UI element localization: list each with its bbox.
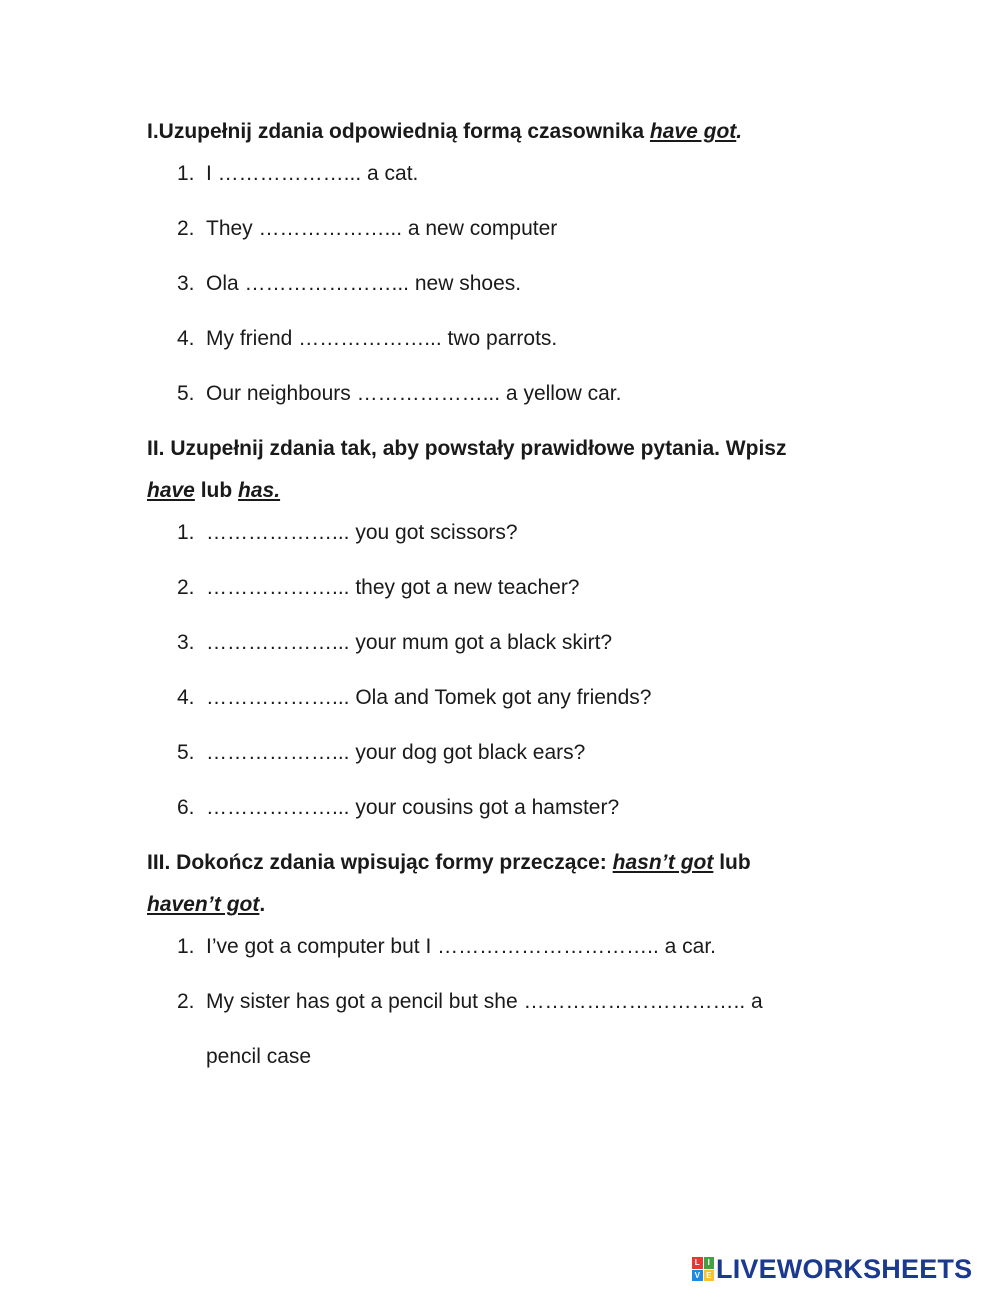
section-1-item — [177, 327, 557, 351]
item-number: 4. — [177, 327, 195, 350]
logo-text: LIVEWORKSHEETS — [716, 1253, 973, 1284]
item-number: 2. — [177, 990, 195, 1013]
item-number: 5. — [177, 382, 195, 405]
section-3-heading-suffix: . — [259, 893, 266, 916]
logo-mark-letter: E — [704, 1270, 715, 1282]
item-text: They ………………... a new computer — [206, 217, 558, 240]
section-3-heading-mid: lub — [713, 851, 751, 874]
logo-mark-letter: L — [692, 1257, 703, 1269]
section-2-item — [177, 686, 651, 710]
liveworksheets-logo — [692, 1254, 972, 1284]
item-number: 2. — [177, 217, 195, 240]
item-text: ………………... Ola and Tomek got any friends? — [206, 686, 652, 709]
section-1-heading — [147, 120, 742, 144]
section-2-item — [177, 741, 585, 765]
item-number: 3. — [177, 272, 195, 295]
item-text: I ………………... a cat. — [206, 162, 419, 185]
section-3-heading-line-1 — [147, 851, 751, 875]
section-1-item — [177, 217, 557, 241]
section-2-heading-mid: lub — [194, 479, 239, 502]
item-number: 5. — [177, 741, 195, 764]
section-1-item — [177, 272, 521, 296]
item-number: 1. — [177, 521, 195, 544]
section-2-item — [177, 576, 580, 600]
section-2-heading-emphasis-has: has. — [238, 479, 281, 502]
section-2-heading-line-1 — [147, 437, 786, 461]
item-text-continuation: pencil case — [206, 1045, 312, 1068]
item-text: ………………... they got a new teacher? — [206, 576, 580, 599]
item-number: 1. — [177, 162, 195, 185]
section-1-item — [177, 382, 621, 406]
section-1-item — [177, 162, 418, 186]
section-3-heading-emphasis-hasnt: hasn’t got — [612, 851, 714, 874]
section-2-item — [177, 796, 619, 820]
section-2-item — [177, 631, 612, 655]
section-1-heading-emphasis: have got — [649, 120, 737, 143]
section-2-item — [177, 521, 518, 545]
section-3-heading-emphasis-havent: haven’t got — [147, 893, 260, 916]
item-number: 2. — [177, 576, 195, 599]
item-number: 3. — [177, 631, 195, 654]
section-2-heading-line-2 — [147, 479, 280, 503]
section-1-heading-suffix: . — [736, 120, 743, 143]
logo-mark-letter: I — [704, 1257, 715, 1269]
section-2-heading-text: II. Uzupełnij zdania tak, aby powstały prawidłowe pytania. Wpisz — [147, 437, 787, 460]
item-number: 1. — [177, 935, 195, 958]
section-3-item-continuation — [206, 1045, 311, 1069]
item-text: I’ve got a computer but I ………………………….. a car. — [206, 935, 716, 958]
item-text: ………………... you got scissors? — [206, 521, 518, 544]
section-3-heading-line-2 — [147, 893, 265, 917]
item-number: 6. — [177, 796, 195, 819]
item-text: Ola …………………... new shoes. — [206, 272, 522, 295]
section-1-heading-prefix: I.Uzupełnij zdania odpowiednią formą czasownika — [147, 120, 650, 143]
section-3-item — [177, 990, 763, 1014]
logo-mark-icon — [692, 1257, 714, 1281]
logo-mark-letter: V — [692, 1270, 703, 1282]
item-text: My sister has got a pencil but she ………………………….. a — [206, 990, 763, 1013]
section-3-item — [177, 935, 716, 959]
item-text: Our neighbours ………………... a yellow car. — [206, 382, 622, 405]
item-text: ………………... your dog got black ears? — [206, 741, 586, 764]
item-text: ………………... your mum got a black skirt? — [206, 631, 613, 654]
section-2-heading-emphasis-have: have — [147, 479, 195, 502]
item-number: 4. — [177, 686, 195, 709]
item-text: ………………... your cousins got a hamster? — [206, 796, 620, 819]
section-3-heading-prefix: III. Dokończ zdania wpisując formy przeczące: — [147, 851, 613, 874]
item-text: My friend ………………... two parrots. — [206, 327, 558, 350]
